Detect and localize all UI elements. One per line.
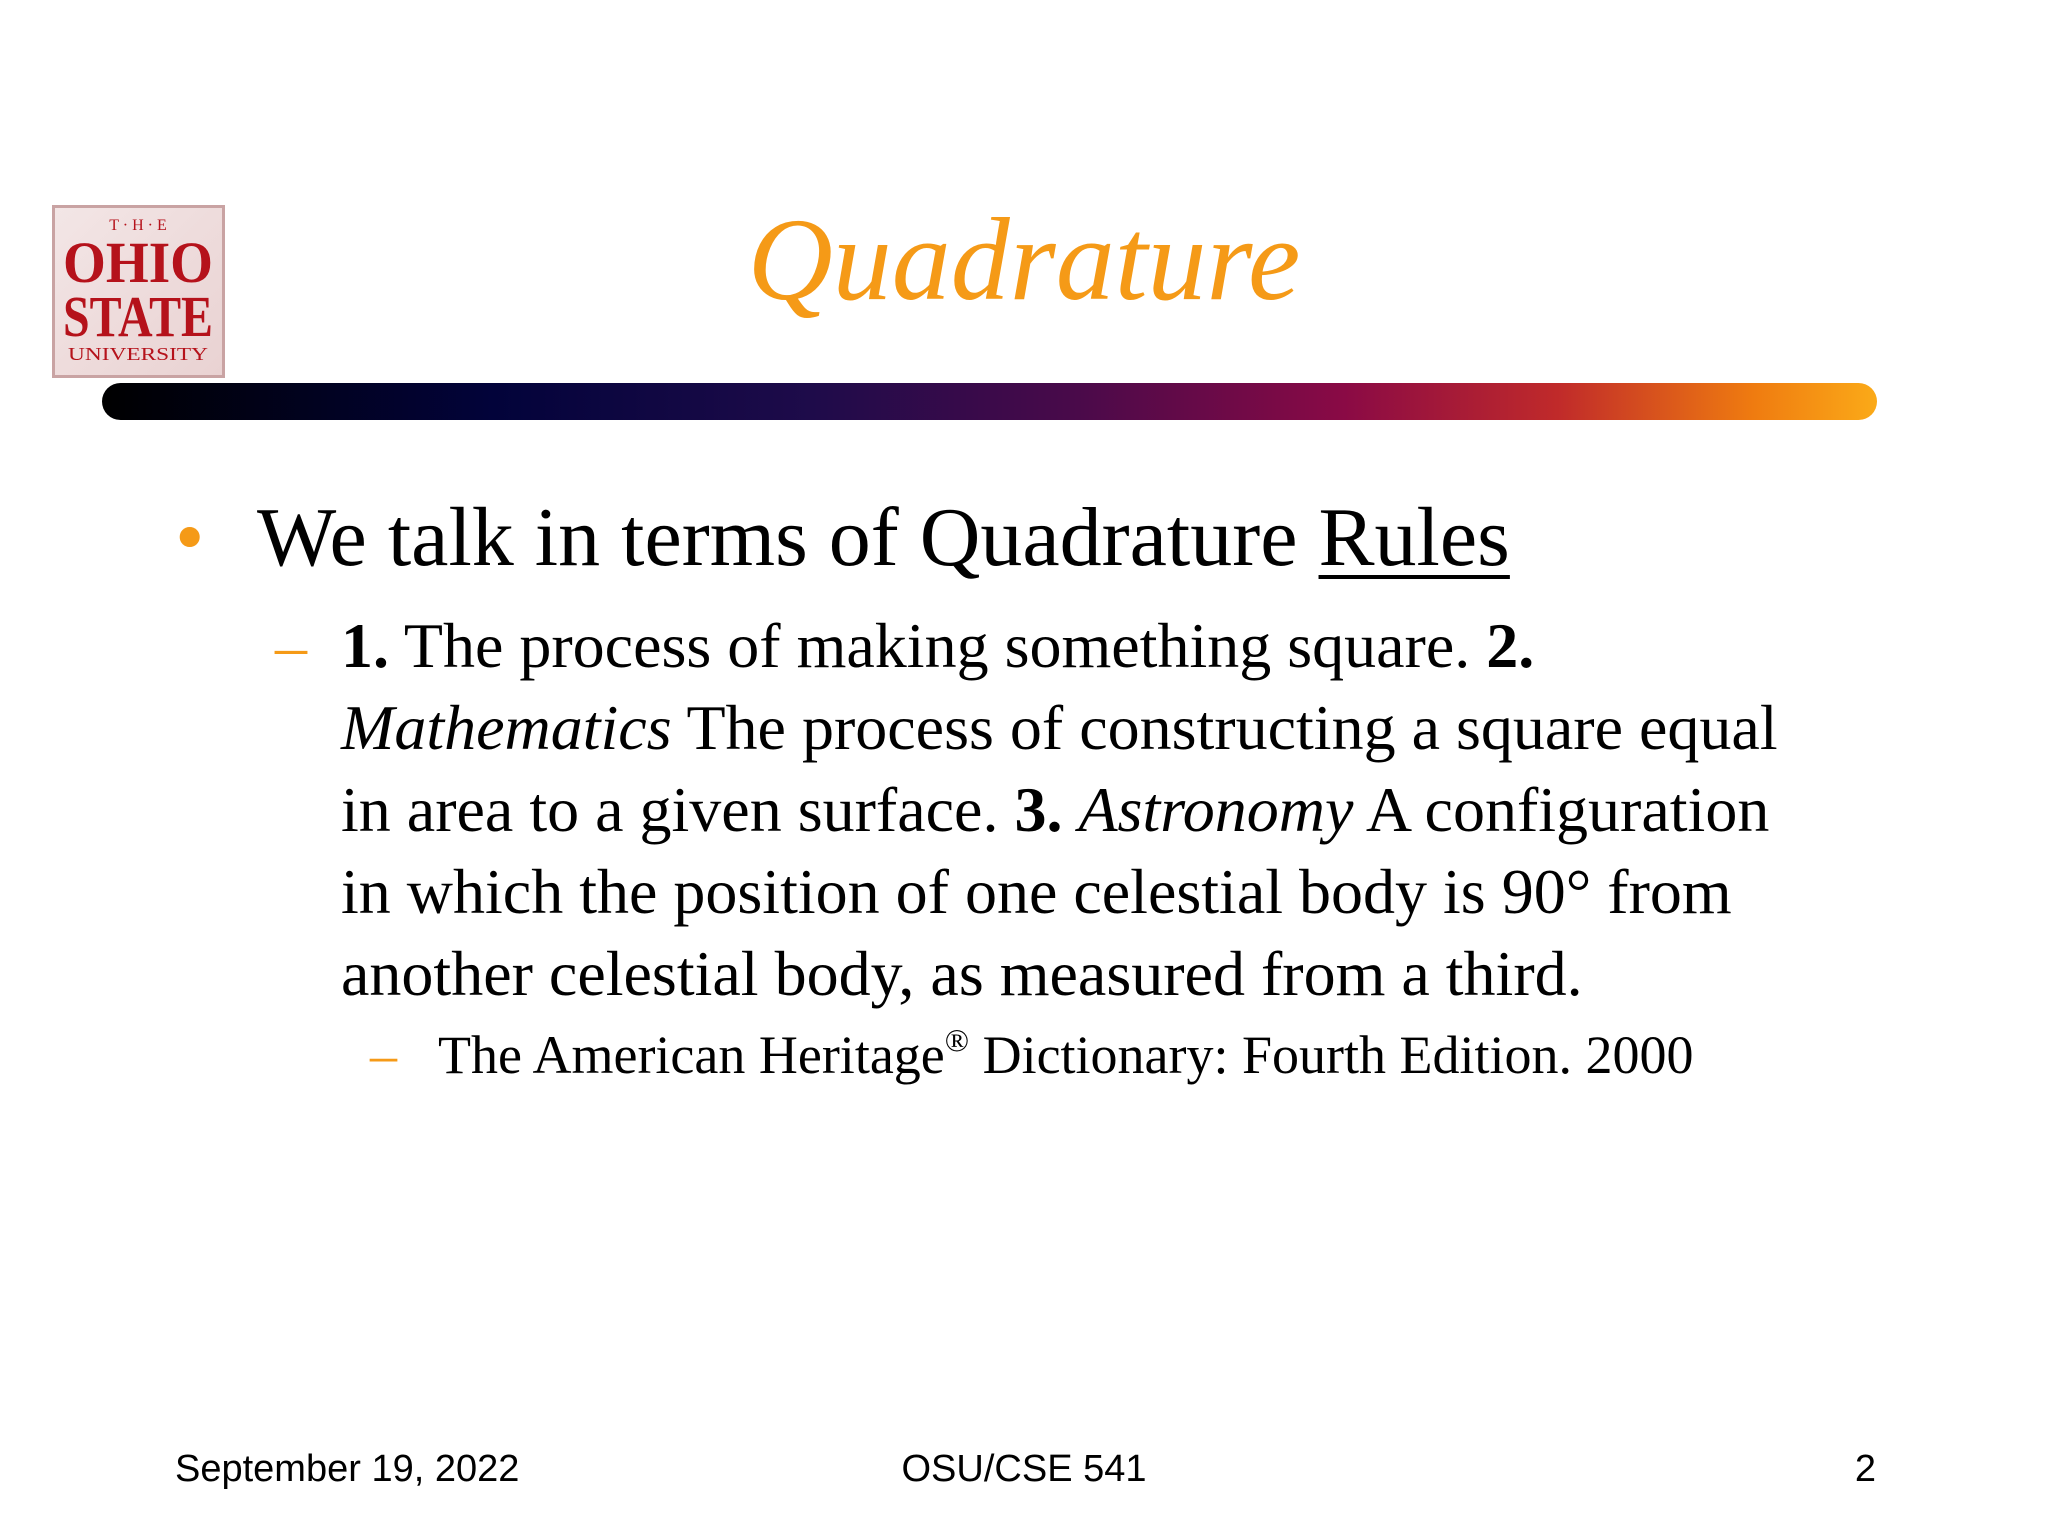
registered-mark: ® [944, 1022, 970, 1058]
footer-page-number: 2 [1854, 1448, 1876, 1490]
svg-text:OHIO: OHIO [63, 230, 213, 295]
title-gradient-rule [102, 383, 1877, 420]
footer-date: September 19, 2022 [175, 1448, 520, 1490]
bullet-text: We talk in terms of Quadrature Rules [257, 491, 1510, 584]
svg-text:T · H · E: T · H · E [109, 217, 167, 234]
underlined-word: Rules [1318, 491, 1510, 584]
svg-text:STATE: STATE [63, 284, 213, 349]
footer-course: OSU/CSE 541 [901, 1448, 1147, 1490]
slide: T · H · E OHIO STATE UNIVERSITY Quadrature • We talk in terms of Quadrature Rules – 1. The process of making something square. 2. Mathematics The process of constructing a square equal in area to a given surface. 3. Astronomy A configuration in which the position of one celestial body is 90° from another celestial body, as measured from a third. – The American Heritage® Dictionary: Fourth Edition. 2000 September 19, 2022 OSU/CSE 541 2 [0, 0, 2048, 1536]
sub-bullet-marker: – [275, 610, 307, 681]
bullet-marker: • [175, 491, 205, 584]
slide-title: Quadrature [747, 194, 1301, 325]
sub-sub-bullet-marker: – [370, 1025, 397, 1085]
svg-text:UNIVERSITY: UNIVERSITY [68, 344, 208, 364]
definition-text: 1. The process of making something square. 2. Mathematics The process of constructing a square equal in area to a given surface. 3. Astronomy A configuration in which the position of one celestial body is 90° from another celestial body, as measured from a third. [341, 610, 1778, 1009]
